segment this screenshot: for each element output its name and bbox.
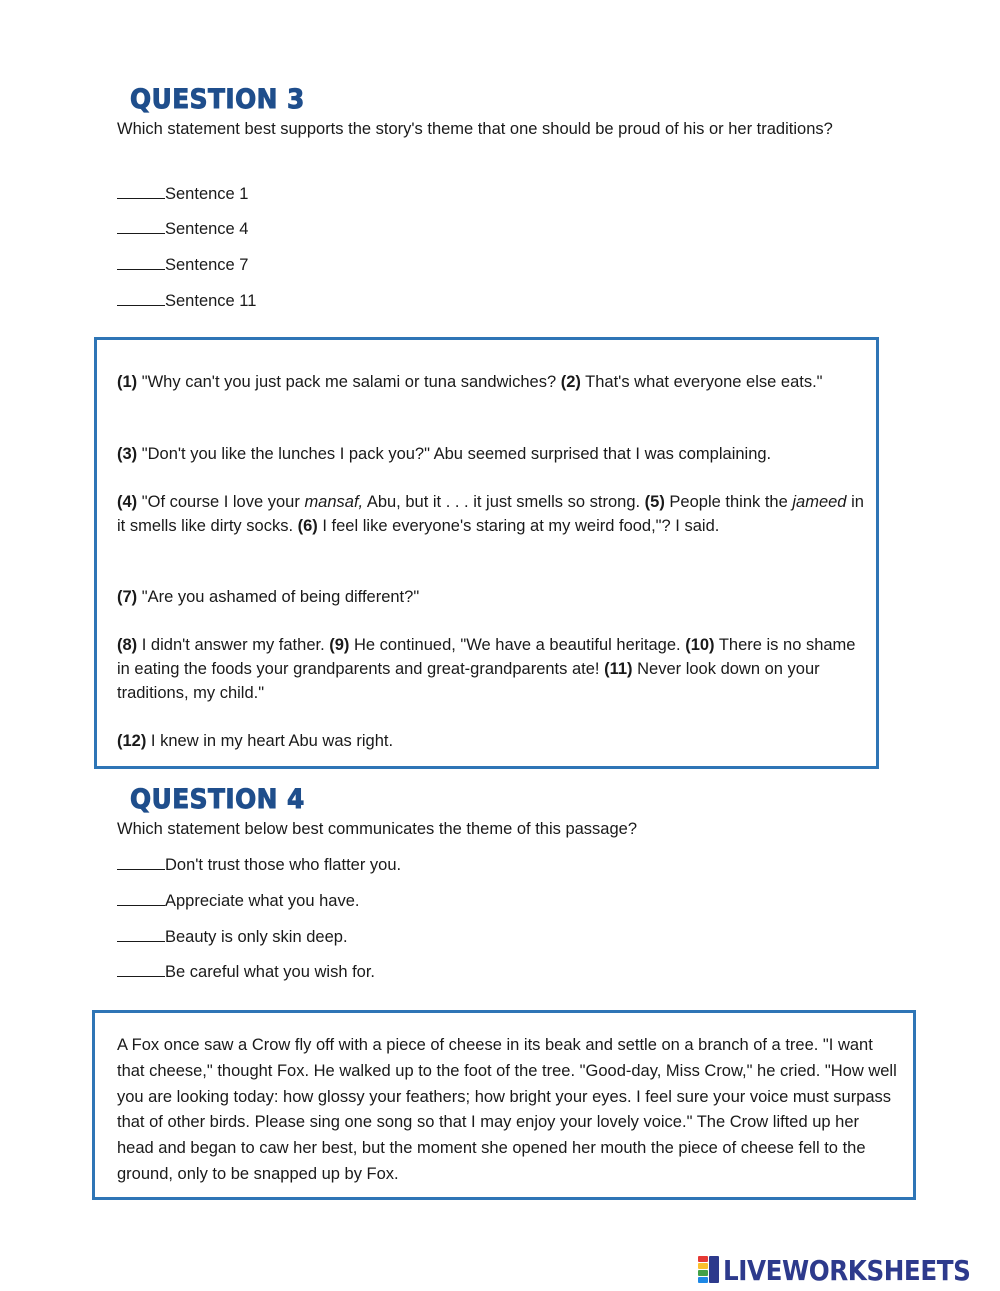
sentence-number: (8) [117,636,138,654]
sentence-number: (4) [117,493,138,511]
sentence-number: (2) [560,373,581,391]
answer-blank[interactable] [117,962,165,977]
sentence-text: There is no shame in eating the foods your grandparents and great-grandparents ate! [117,636,856,678]
option-label: Beauty is only skin deep. [165,928,348,946]
answer-blank[interactable] [117,255,165,270]
option-label: Be careful what you wish for. [165,963,376,981]
sentence-number: (5) [644,493,665,511]
passage-1-paragraph-5 [117,633,868,705]
sentence-number: (11) [604,660,633,678]
sentence-number: (1) [117,373,138,391]
answer-blank[interactable] [117,219,165,234]
sentence-text: Abu, but it . . . it just smells so strong. [363,493,645,511]
passage-1-paragraph-3 [117,490,868,538]
passage-1-paragraph-2 [117,442,868,466]
question-4-option-1[interactable] [117,854,401,876]
question-4-title: QUESTION 4 [130,784,305,815]
passage-2-box [92,1010,916,1200]
sentence-text: Never look down on your traditions, my child." [117,660,820,702]
passage-1-paragraph-1 [117,370,868,394]
passage-1-paragraph-6 [117,729,868,753]
question-4-prompt: Which statement below best communicates the theme of this passage? [117,820,638,838]
sentence-text: in it smells like dirty socks. [117,493,864,535]
option-label: Don't trust those who flatter you. [165,856,402,874]
question-3-option-2[interactable] [117,218,248,240]
passage-1-paragraph-4 [117,585,868,609]
question-4-option-4[interactable] [117,961,375,983]
sentence-text: "Why can't you just pack me salami or tuna sandwiches? [137,373,561,391]
answer-blank[interactable] [117,891,165,906]
option-label: Appreciate what you have. [165,892,360,910]
sentence-text: I didn't answer my father. [137,636,330,654]
sentence-number: (10) [685,636,715,654]
question-3-option-1[interactable] [117,183,248,205]
sentence-text: People think the [664,493,793,511]
sentence-number: (9) [329,636,350,654]
sentence-number: (7) [117,588,138,606]
sentence-text: That's what everyone else eats." [580,373,823,391]
option-label: Sentence 7 [165,256,249,274]
option-label: Sentence 11 [165,292,257,310]
sentence-text: He continued, "We have a beautiful heritage. [349,636,686,654]
question-3-option-4[interactable] [117,290,256,312]
answer-blank[interactable] [117,855,165,870]
sentence-text: I feel like everyone's staring at my weird food,"? I said. [317,517,720,535]
option-label: Sentence 1 [165,185,249,203]
question-4-option-3[interactable] [117,926,348,948]
passage-2-text: A Fox once saw a Crow fly off with a piece of cheese in its beak and settle on a branch of a tree. "I want that cheese," thought Fox. He walked up to the foot of the tree. "Good-day, Miss Crow," he cried. "How well you are looking today: how glossy your feathers; how bright your eyes. I feel sure your voice must surpass that of other birds. Please sing one song so that I may enjoy your lovely voice." The Crow lifted up her head and began to caw her best, but the moment she opened her mouth the piece of cheese fell to the ground, only to be snapped up by Fox. [117,1036,897,1183]
sentence-text: "Don't you like the lunches I pack you?" Abu seemed surprised that I was complaining. [137,445,772,463]
sentence-number: (12) [117,732,147,750]
option-label: Sentence 4 [165,220,249,238]
liveworksheets-logo [698,1255,1000,1285]
sentence-number: (3) [117,445,138,463]
answer-blank[interactable] [117,184,165,199]
answer-blank[interactable] [117,291,165,306]
liveworksheets-logo-mark [698,1256,720,1284]
question-3-prompt: Which statement best supports the story's theme that one should be proud of his or her traditions? [117,120,833,138]
sentence-number: (6) [297,517,318,535]
sentence-text: "Of course I love your [137,493,305,511]
italic-word: jameed [792,493,847,511]
question-3-option-3[interactable] [117,254,248,276]
sentence-text: I knew in my heart Abu was right. [146,732,394,750]
answer-blank[interactable] [117,927,165,942]
question-3-title: QUESTION 3 [130,84,305,115]
liveworksheets-logo-text: LIVEWORKSHEETS [723,1253,971,1287]
question-4-option-2[interactable] [117,890,359,912]
sentence-text: "Are you ashamed of being different?" [137,588,420,606]
italic-word: mansaf, [304,493,364,511]
passage-1-box [94,337,879,769]
